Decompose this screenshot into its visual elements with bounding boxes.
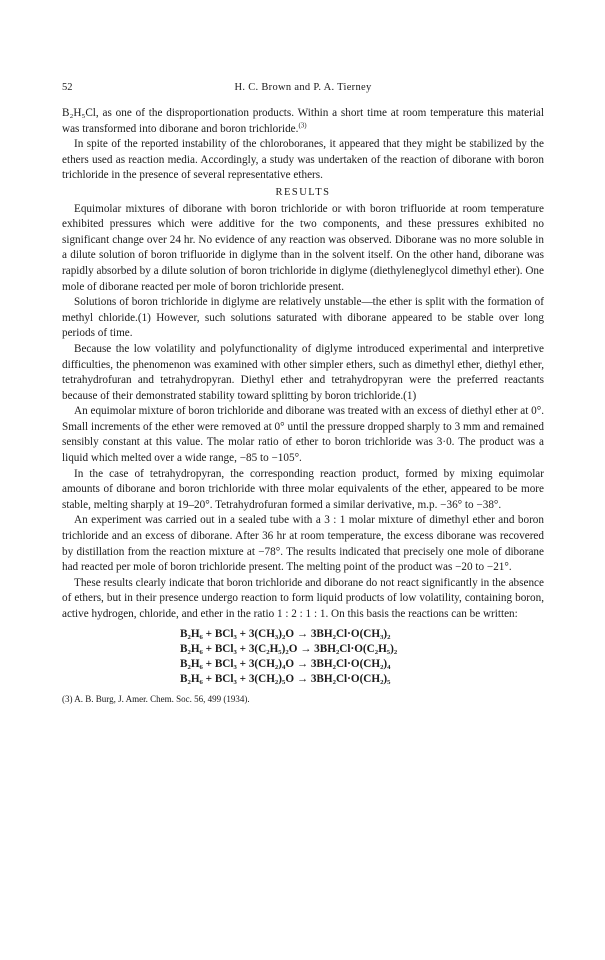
results-paragraph: An equimolar mixture of boron trichloride and diborane was treated with an excess of diethyl ether at 0°. Small increments of the ether were removed at 0° until the pressure dropped sharply to 3 mm and remained sensibly constant at this value. The molar ratio of ether to boron trichloride was 3·0. The product was a liquid which melted over a wide range, −85 to −105°. <box>62 405 544 465</box>
equation: B₂H₆ + BCl₃ + 3(C₂H₅)₂O → 3BH₂Cl·O(C₂H₅)₂ <box>180 642 398 655</box>
equation: B₂H₆ + BCl₃ + 3(CH₃)₂O → 3BH₂Cl·O(CH₃)₂ <box>180 627 391 640</box>
results-paragraph: These results clearly indicate that boron trichloride and diborane do not react significantly in the absence of ethers, but in their presence undergo reaction to form liquid products of low volatility, containing boron, active hydrogen, chloride, and ether in the ratio 1 : 2 : 1 : 1. On this basis the reactions can be written: <box>62 576 544 620</box>
section-heading: RESULTS <box>275 186 331 198</box>
equation: B₂H₆ + BCl₃ + 3(CH₂)₅O → 3BH₂Cl·O(CH₂)₅ <box>180 672 391 685</box>
results-paragraph: In the case of tetrahydropyran, the corresponding reaction product, formed by mixing equimolar amounts of diborane and boron trichloride with three molar equivalents of the ether, appeared to be more stable, melting sharply at 19–20°. Tetrahydrofuran formed a similar derivative, m.p. −36° to −38°. <box>62 467 544 511</box>
results-paragraph: Because the low volatility and polyfunctionality of diglyme introduced experimental and interpretive difficulties, the phenomenon was examined with other simpler ethers, such as dimethyl ether, diethyl ether, tetrahydrofuran and tetrahydropyran. Diethyl ether and tetrahydropyran were the preferred reactants because of their demonstrated stability toward splitting by boron trichloride.(1) <box>62 342 544 402</box>
results-paragraph: Solutions of boron trichloride in diglyme are relatively unstable—the ether is split with the formation of methyl chloride.(1) However, such solutions saturated with diborane appeared to be stable over long periods of time. <box>62 296 544 340</box>
journal-page <box>62 80 544 705</box>
reference-marker: (3) <box>298 120 307 129</box>
results-paragraph: An experiment was carried out in a sealed tube with a 3 : 1 molar mixture of dimethyl ether and boron trichloride and an excess of diborane. After 36 hr at room temperature, the excess diborane was recovered by distillation from the reaction mixture at −78°. The results indicated that precisely one mole of diborane had reacted per mole of boron trichloride present. The melting point of the product was −20 to −21°. <box>62 514 544 574</box>
intro-paragraph: In spite of the reported instability of the chloroboranes, it appeared that they might be stabilized by the ethers used as reaction media. Accordingly, a study was undertaken of the reaction of diborane with boron trichloride in the presence of several representative ethers. <box>62 138 544 182</box>
footnote: (3) A. B. Burg, J. Amer. Chem. Soc. 56, 499 (1934). <box>62 693 250 704</box>
page-number: 52 <box>62 82 73 93</box>
equation: B₂H₆ + BCl₃ + 3(CH₂)₄O → 3BH₂Cl·O(CH₂)₄ <box>180 657 391 670</box>
reaction-equations <box>180 627 544 687</box>
running-head: H. C. Brown and P. A. Tierney <box>234 82 372 93</box>
page-header <box>62 80 544 96</box>
intro-paragraph: B₂H₅Cl, as one of the disproportionation products. Within a short time at room temperature this material was transformed into diborane and boron trichloride.$^{(3)}$ <box>62 107 544 135</box>
results-paragraph: Equimolar mixtures of diborane with boron trichloride or with boron trifluoride at room temperature exhibited pressures which were additive for the two components, and these pressures exhibited no significant change over 24 hr. No evidence of any reaction was observed. Diborane was no more soluble in a dilute solution of boron trifluoride in diglyme than in the solvent itself. On the other hand, diborane was rapidly absorbed by a dilute solution of boron trichloride in diglyme (diethyleneglycol dimethyl ether). One mole of diborane reacted per mole of boron trichloride present. <box>62 202 544 293</box>
